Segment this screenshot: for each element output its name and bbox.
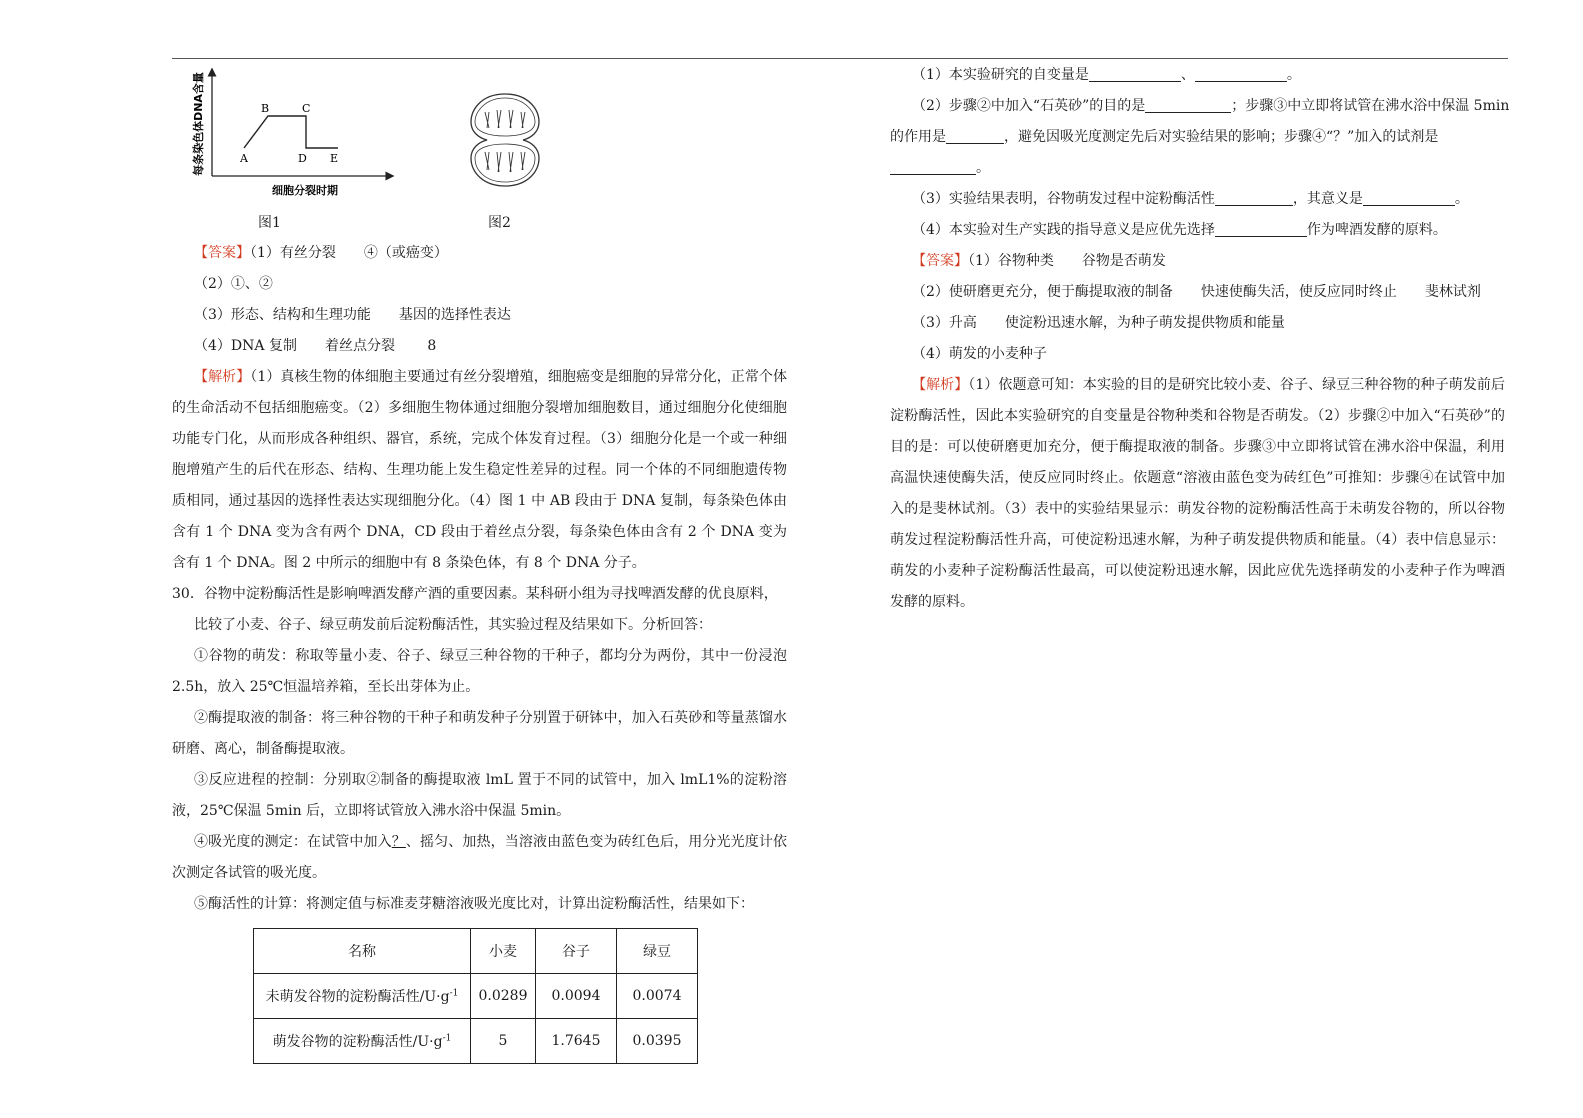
point-label-b: B (261, 102, 270, 115)
table-cell: 5 (471, 1019, 536, 1064)
answer-blank (1363, 191, 1455, 206)
question-4: （4）本实验对生产实践的指导意义是应优先选择 作为啤酒发酵的原料。 (912, 222, 1447, 238)
answer-tag: 【答案】 (194, 245, 250, 261)
cell-top-half (475, 98, 535, 136)
answer-blank (1215, 222, 1307, 237)
table-cell: 0.0074 (617, 974, 698, 1019)
answer-line-3: （3）形态、结构和生理功能 基因的选择性表达 (194, 307, 511, 323)
table-header-row (254, 929, 698, 974)
question-1: （1）本实验研究的自变量是 、 。 (912, 67, 1301, 83)
step-2: ②酶提取液的制备：将三种谷物的干种子和萌发种子分别置于研钵中，加入石英砂和等量蒸馏水研磨、离心，制备酶提取液。 (172, 710, 787, 757)
answer-line-4: （4）萌发的小麦种子 (912, 346, 1047, 362)
question-2-line-2: 的作用是 ，避免因吸光度测定先后对实验结果的影响；步骤④“？”加入的试剂是 (890, 129, 1439, 145)
chromosomes-bottom (485, 152, 525, 172)
table-row (254, 1019, 698, 1064)
answer-tag: 【答案】 (912, 253, 968, 269)
table-header-cell: 名称 (254, 929, 471, 974)
y-axis-label: 每条染色体DNA含量 (192, 72, 205, 176)
figure1-dna-graph (190, 68, 400, 200)
table-cell: 0.0395 (617, 1019, 698, 1064)
table-header-cell: 谷子 (536, 929, 617, 974)
x-axis-label: 细胞分裂时期 (272, 184, 338, 197)
answer-blank (1195, 67, 1287, 82)
figure2-cell-division (467, 88, 543, 192)
point-label-d: D (298, 152, 307, 165)
table-cell: 0.0289 (471, 974, 536, 1019)
cell-bottom-half (475, 144, 535, 182)
chromosomes-top (485, 110, 525, 128)
analysis-paragraph: 【解析】（1）依题意可知：本实验的目的是研究比较小麦、谷子、绿豆三种谷物的种子萌发前后淀粉酶活性，因此本实验研究的自变量是谷物种类和谷物是否萌发。（2）步骤②中加入“石英砂”的目的是：可以使研磨更加充分，便于酶提取液的制备。步骤③中立即将试管在沸水浴中保温，利用高温快速使酶失活，使反应同时终止。依题意“溶液由蓝色变为砖红色”可推知：步骤④在试管中加入的是斐林试剂。（3）表中的实验结果显示：萌发谷物的淀粉酶活性高于未萌发谷物的，所以谷物萌发过程淀粉酶活性升高，可使淀粉迅速水解，为种子萌发提供物质和能量。（4）表中信息显示：萌发的小麦种子淀粉酶活性最高，可以使淀粉迅速水解，因此应优先选择萌发的小麦种子作为啤酒发酵的原料。 (890, 377, 1506, 610)
answer-line-1: 【答案】（1）谷物种类 谷物是否萌发 (912, 253, 1166, 269)
figure1-caption: 图1 (258, 215, 281, 231)
step-4: ④吸光度的测定：在试管中加入？、摇匀、加热，当溶液由蓝色变为砖红色后，用分光光度计依次测定各试管的吸光度。 (172, 834, 788, 881)
table-cell: 0.0094 (536, 974, 617, 1019)
table-row (254, 974, 698, 1019)
left-column (172, 60, 787, 1064)
dna-curve (244, 116, 338, 148)
step-1: ①谷物的萌发：称取等量小麦、谷子、绿豆三种谷物的干种子，都均分为两份，其中一份浸泡 2.5h，放入 25℃恒温培养箱，至长出芽体为止。 (172, 648, 787, 695)
answer-line-4: （4）DNA 复制 着丝点分裂 8 (194, 338, 437, 354)
right-column (890, 60, 1510, 618)
question-2-line-1: （2）步骤②中加入“石英砂”的目的是 ；步骤③中立即将试管在沸水浴中保温 5min (912, 98, 1510, 114)
table-cell: 1.7645 (536, 1019, 617, 1064)
step-4-blank: ？ (391, 834, 406, 850)
answer-line-3: （3）升高 使淀粉迅速水解，为种子萌发提供物质和能量 (912, 315, 1285, 331)
step-3: ③反应进程的控制：分别取②制备的酶提取液 lmL 置于不同的试管中，加入 lmL1%的淀粉溶液，25℃保温 5min 后，立即将试管放入沸水浴中保温 5min。 (172, 772, 787, 819)
answer-blank (1089, 67, 1181, 82)
answer-line-1: 【答案】（1）有丝分裂 ④（或癌变） (194, 245, 448, 261)
question-30-line-2: 比较了小麦、谷子、绿豆萌发前后淀粉酶活性，其实验过程及结果如下。分析回答： (194, 617, 712, 633)
results-table (253, 928, 698, 1064)
answer-blank (1215, 191, 1293, 206)
question-2-line-3: 。 (890, 153, 1505, 184)
question-30-line-1: 30．谷物中淀粉酶活性是影响啤酒发酵产酒的重要因素。某科研小组为寻找啤酒发酵的优良原料， (172, 586, 778, 602)
analysis-paragraph: 【解析】（1）真核生物的体细胞主要通过有丝分裂增殖，细胞癌变是细胞的异常分化，正常个体的生命活动不包括细胞癌变。（2）多细胞生物体通过细胞分裂增加细胞数目，通过细胞分化使细胞功能专门化，从而形成各种组织、器官，系统，完成个体发育过程。（3）细胞分化是一个或一种细胞增殖产生的后代在形态、结构、生理功能上发生稳定性差异的过程。同一个体的不同细胞遗传物质相同，通过基因的选择性表达实现细胞分化。（4）图 1 中 AB 段由于 DNA 复制，每条染色体由含有 1 个 DNA 变为含有两个 DNA，CD 段由于着丝点分裂，每条染色体由含有 2 个 DNA 变为含有 1 个 DNA。图 2 中所示的细胞中有 8 条染色体，有 8 个 DNA 分子。 (172, 369, 788, 571)
analysis-tag: 【解析】 (194, 369, 251, 385)
table-header-cell: 小麦 (471, 929, 536, 974)
point-label-a: A (240, 152, 248, 165)
answer-line-2: （2）使研磨更充分，便于酶提取液的制备 快速使酶失活，使反应同时终止 斐林试剂 (912, 284, 1481, 300)
point-label-c: C (302, 102, 311, 115)
header-rule (172, 58, 1508, 59)
figures (172, 60, 787, 238)
answer-blank (890, 160, 976, 175)
answer-blank (1145, 98, 1231, 113)
figure2-caption: 图2 (488, 215, 511, 231)
answer-line-2: （2）①、② (194, 276, 273, 292)
point-label-e: E (330, 152, 339, 165)
question-3: （3）实验结果表明，谷物萌发过程中淀粉酶活性 ，其意义是 。 (912, 191, 1469, 207)
table-header-cell: 绿豆 (617, 929, 698, 974)
table-row-label: 未萌发谷物的淀粉酶活性$/U\cdot g^{-1}$ (254, 974, 471, 1019)
analysis-tag: 【解析】 (912, 377, 969, 393)
step-5: ⑤酶活性的计算：将测定值与标准麦芽糖溶液吸光度比对，计算出淀粉酶活性，结果如下： (194, 896, 754, 912)
answer-blank (946, 129, 1004, 144)
table-row-label: 萌发谷物的淀粉酶活性$/U\cdot g^{-1}$ (254, 1019, 471, 1064)
